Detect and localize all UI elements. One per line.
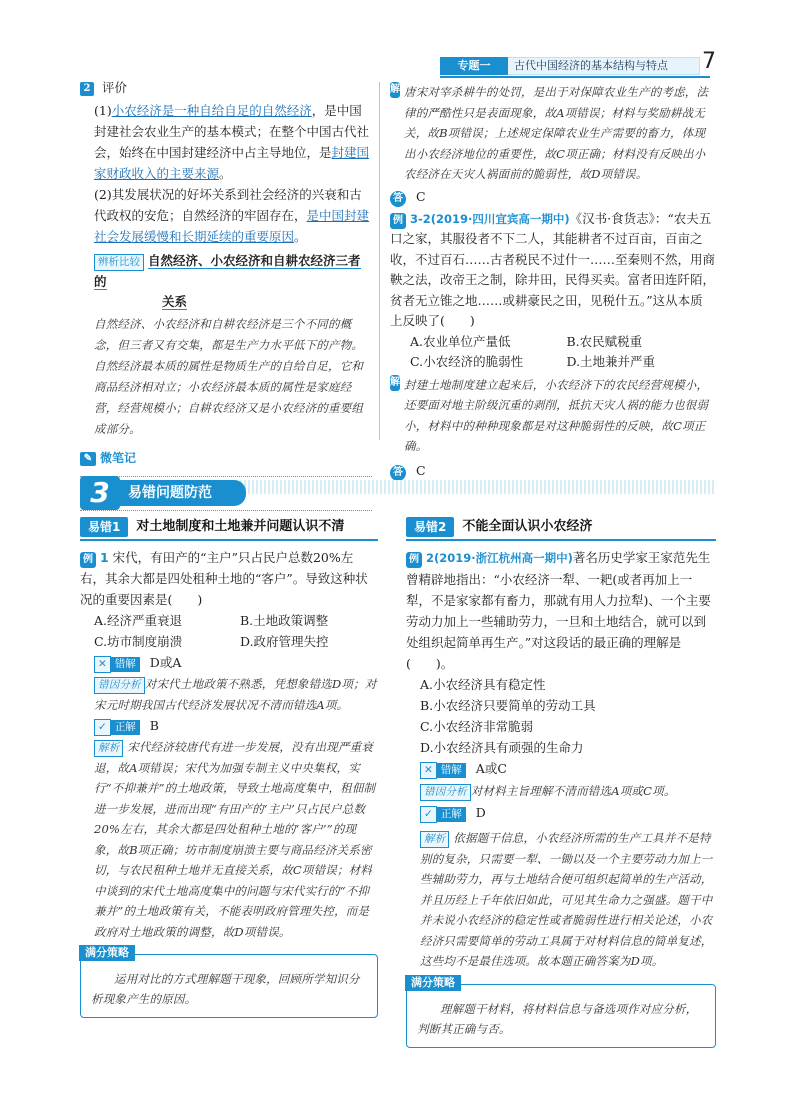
left-top-column (80, 78, 372, 511)
error-1-heading (80, 516, 378, 541)
error-1-right (80, 715, 378, 737)
error-2-title: 不能全面认识小农经济 (462, 519, 593, 534)
option-b: B.农民赋税重 (566, 333, 643, 349)
error-1-strategy (80, 946, 378, 1018)
wrong-chip: 错解 (111, 657, 140, 672)
error-1-tag: 易错1 (80, 517, 128, 537)
strategy-label: 满分策略 (405, 975, 461, 991)
explanation-block-1 (390, 82, 715, 185)
error-2-strategy (406, 975, 716, 1048)
error-1-analysis: 解析 宋代经济较唐代有进一步发展，没有出现严重衰退，故A项错误；宋代为加强专制主义中央集权，实行“不抑兼并”的土地政策，导致土地高度集中，租佃制进一步发展，进而出现“有田产的‘主户’只占民户总数20%左右，其余大都是四处租种土地的‘客户’”的现象，故B项正确；坊市制度崩溃主要与商品经济关系密切，与农民租种土地并无直接关系，故C项错误；材料中谈到的宋代土地高度集中的问题与宋代实行的“不抑兼并”的土地政策有关，不能表明政府管理失控，而是政府对土地政策的调整，故D项错误。 (94, 740, 376, 939)
answer-block-2 (390, 461, 715, 481)
pencil-icon: ✎ (80, 452, 96, 466)
wrong-answer: D或A (149, 655, 182, 671)
error-2-right (406, 802, 716, 824)
cause-chip: 错因分析 (94, 677, 145, 694)
example-badge: 例 (80, 552, 96, 568)
strategy-text: 理解题干材料，将材料信息与备选项作对应分析，判断其正确与否。 (417, 1001, 698, 1036)
option-d: D.土地兼并严重 (566, 354, 656, 370)
compare-title-1: 自然经济、小农经济和自耕农经济三者的 (94, 253, 361, 289)
jie-badge: 解 (390, 82, 400, 98)
error-2-cause: 错因分析 对材料主旨理解不清而错选A项或C项。 (406, 780, 716, 802)
compare-chip: 辨析比较 (94, 254, 144, 271)
option-c: C.小农经济的脆弱性 (410, 354, 524, 370)
right-chip: 正解 (437, 807, 466, 822)
answer-badge: 答 (390, 465, 406, 481)
header-underline (440, 76, 710, 78)
error-2-heading (406, 516, 716, 541)
error-2-column (406, 516, 716, 1048)
analysis-chip: 解析 (420, 831, 449, 848)
wrong-answer: A或C (475, 761, 507, 777)
notes-line-1 (80, 476, 372, 477)
option-a: A.经济严重衰退 (94, 613, 183, 629)
evaluation-paragraph-1: (1)小农经济是一种自给自足的自然经济，是中国封建社会农业生产的基本模式；在整个中国古代社会，始终在中国封建经济中占主导地位，是封建国家财政收入的主要来源。 (94, 103, 370, 182)
error-2-analysis: 解析 依据题干信息，小农经济所需的生产工具并不是特别的复杂，只需要一犁、一锄以及一个主要劳动力加上一些辅助劳力，再与土地结合便可组织起简单的生产活动，并且历经上千年依旧如此，可见其生命力之强盛。题干中并未说小农经济的稳定性或者脆弱性进行相关论述，小农经济只需要简单的劳动工具属于对材料信息的简单复述，这些均不是最佳选项。故本题正确答案为D项。 (420, 831, 713, 969)
cross-icon: ✕ (420, 762, 437, 779)
example-badge: 例 (406, 552, 422, 568)
column-divider (379, 82, 380, 440)
compare-title-line-2: 关系 (162, 293, 188, 309)
example-badge: 例 (390, 213, 406, 229)
highlight-revenue: 封建国家财政收入的主要来源 (94, 145, 370, 182)
section-number: 3 (80, 476, 120, 510)
error-2-tag: 易错2 (406, 517, 454, 537)
option-b: B.土地政策调整 (240, 613, 329, 629)
section-title: 易错问题防范 (118, 480, 246, 506)
explanation-text-1: 唐宋对宰杀耕牛的处罚，是出于对保障农业生产的考虑，法律的严酷性只是表面现象，故A项错误；材料与奖励耕战无关，故B项错误；上述规定保障农业生产需要的畜力，体现出小农经济地位的重要性，故C项正确；材料没有反映出小农经济在天灾人祸面前的脆弱性，故D项错误。 (404, 85, 709, 181)
answer-value-2: C (415, 462, 426, 478)
highlight-slow-development: 是中国封建社会发展缓慢和长期延续的重要原因 (94, 208, 370, 245)
notes-line-3 (80, 510, 372, 511)
error-1-options (80, 610, 378, 652)
error-1-column (80, 516, 378, 1018)
evaluation-heading (80, 78, 372, 98)
analysis-chip: 解析 (94, 740, 123, 757)
example-options (390, 332, 715, 373)
option-c: C.小农经济非常脆弱 (420, 719, 534, 735)
cause-chip: 错因分析 (420, 784, 471, 801)
example-source: 3-2(2019·四川宜宾高一期中) (409, 211, 570, 226)
option-d: D.政府管理失控 (240, 634, 329, 650)
notes-heading (80, 448, 372, 468)
section-band-stripes (200, 480, 715, 494)
option-a: A.农业单位产量低 (410, 333, 511, 349)
wrong-chip: 错解 (437, 763, 466, 778)
strategy-text: 运用对比的方式理解题干现象，回顾所学知识分析现象产生的原因。 (91, 972, 360, 1007)
check-icon: ✓ (420, 806, 437, 823)
right-answer: D (475, 805, 486, 821)
answer-block-1 (390, 187, 715, 207)
page-number: 7 (702, 49, 716, 74)
item-label: 评价 (101, 80, 127, 95)
example-text: 《汉书·食货志》：“农夫五口之家，其服役者不下二人，其能耕者不过百亩，百亩之收，不过百石……古者税民不过什一……至秦则不然，用商鞅之法，改帝王之制，除井田，民得买卖。富者田连阡陌，贫者无立锥之地……或耕豪民之田，见税什五。”这从本质上反映了( ) (390, 210, 716, 329)
explanation-text-2: 封建土地制度建立起来后，小农经济下的农民经营规模小，还要面对地主阶级沉重的剥削，抵抗天灾人祸的能力也很弱小，材料中的种种现象都是对这种脆弱性的反映，故C项正确。 (404, 377, 709, 454)
error-2-question: 例 2(2019·浙江杭州高一期中)著名历史学家王家范先生曾精辟地指出：“小农经济一犁、一耙(或者再加上一犁，不是家家都有畜力，那就有用人力拉犁)、一个主要劳动力加上一些辅助劳力，一旦和土地结合，就可以到处组织起简单再生产。”对这段话的最正确的理解是( )。 (406, 550, 711, 672)
right-chip: 正解 (111, 720, 140, 735)
evaluation-paragraph-2: (2)其发展状况的好坏关系到社会经济的兴衰和古代政权的安危；自然经济的牢固存在，是中国封建社会发展缓慢和长期延续的重要原因。 (94, 187, 370, 245)
option-d: D.小农经济具有顽强的生命力 (420, 740, 584, 756)
topic-tag: 专题一 (440, 57, 508, 75)
explanation-block-2 (390, 375, 715, 457)
cross-icon: ✕ (94, 656, 111, 673)
highlight-self-sufficient: 小农经济是一种自给自足的自然经济 (111, 103, 312, 119)
error-1-title: 对土地制度和土地兼并问题认识不清 (136, 519, 345, 534)
answer-value-1: C (415, 188, 426, 204)
strategy-label: 满分策略 (79, 945, 135, 961)
check-icon: ✓ (94, 719, 111, 736)
item-number-badge: 2 (80, 82, 94, 96)
option-b: B.小农经济只要简单的劳动工具 (420, 698, 596, 714)
option-a: A.小农经济具有稳定性 (420, 677, 546, 693)
error-2-wrong (406, 758, 716, 780)
error-1-question: 例 1 宋代，有田产的“主户”只占民户总数20%左右，其余大都是四处租种土地的“客户”。导致这种状况的重要因素是( ) (80, 550, 368, 608)
right-top-column (390, 82, 715, 481)
jie-badge: 解 (390, 375, 400, 391)
compare-heading (80, 251, 372, 292)
answer-badge: 答 (390, 191, 406, 207)
error-1-cause: 错因分析 对宋代土地政策不熟悉，凭想象错选D项；对宋元时期我国古代经济发展状况不清而错选A项。 (94, 677, 377, 712)
error-2-options (406, 674, 716, 758)
right-answer: B (149, 718, 159, 734)
option-c: C.坊市制度崩溃 (94, 634, 183, 650)
topic-title: 古代中国经济的基本结构与特点 (514, 59, 668, 72)
compare-body: 自然经济、小农经济和自耕农经济是三个不同的概念，但三者又有交集，都是生产力水平低下的产物。自然经济最本质的属性是物质生产的自给自足，它和商品经济相对立；小农经济最本质的属性是家庭经营，经营规模小；自耕农经济又是小农经济的重要组成部分。 (94, 317, 364, 436)
example-3-2 (390, 209, 715, 332)
notes-label: 微笔记 (99, 451, 136, 465)
error-1-wrong (80, 652, 378, 674)
